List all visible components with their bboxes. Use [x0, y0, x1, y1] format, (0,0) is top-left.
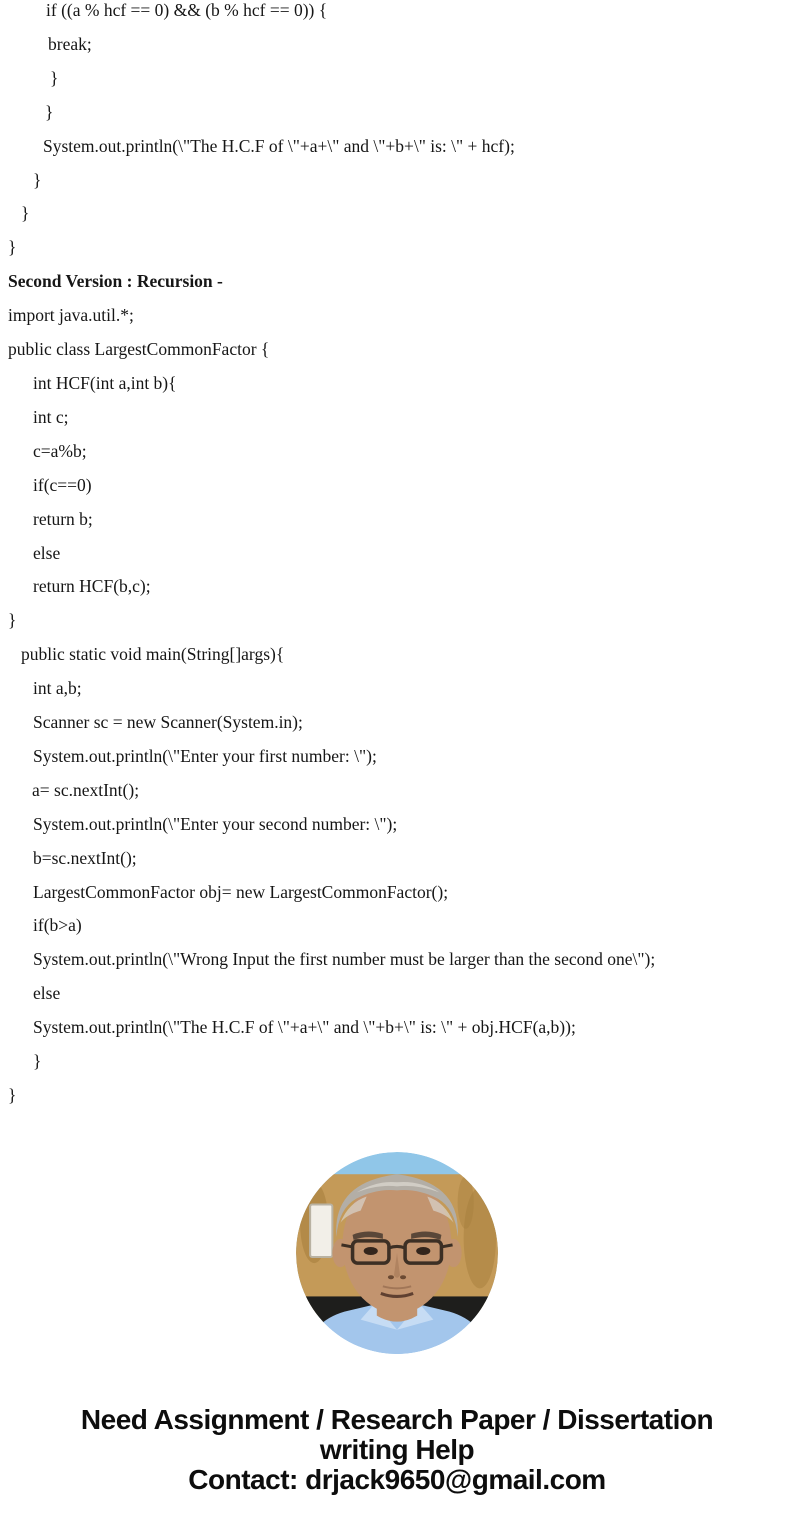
code-line: import java.util.*; [8, 305, 134, 326]
code-line: } [21, 203, 30, 224]
code-line: } [45, 101, 54, 122]
code-line: System.out.println(\"Wrong Input the first number must be larger than the second one\"); [33, 949, 656, 970]
code-line: } [8, 1085, 17, 1105]
section-heading: Second Version : Recursion - [8, 271, 223, 292]
code-line: LargestCommonFactor obj= new LargestCommonFactor(); [33, 881, 449, 902]
code-line: } [33, 169, 42, 190]
avatar-photo-icon [296, 1152, 498, 1354]
code-line: else [33, 983, 61, 1004]
code-line: } [33, 1051, 42, 1072]
code-line: a= sc.nextInt(); [32, 779, 140, 800]
footer-banner [0, 1405, 794, 1495]
code-line: } [8, 610, 17, 631]
code-line: c=a%b; [33, 440, 87, 461]
avatar [296, 1152, 498, 1354]
code-line: } [50, 67, 59, 88]
code-line: int HCF(int a,int b){ [33, 372, 177, 393]
code-line: if(c==0) [33, 474, 92, 495]
code-line: Scanner sc = new Scanner(System.in); [33, 712, 303, 733]
code-line: System.out.println(\"Enter your first number: \"); [33, 745, 377, 766]
code-line: System.out.println(\"The H.C.F of \"+a+\" and \"+b+\" is: \" + hcf); [43, 135, 515, 156]
code-line: break; [48, 33, 92, 54]
code-line: public class LargestCommonFactor { [8, 339, 270, 360]
footer-heading-line1: Need Assignment / Research Paper / Dissertation [80, 1403, 714, 1435]
code-line: System.out.println(\"The H.C.F of \"+a+\" and \"+b+\" is: \" + obj.HCF(a,b)); [33, 1017, 576, 1038]
code-line: return HCF(b,c); [33, 576, 151, 597]
code-line: b=sc.nextInt(); [33, 847, 137, 868]
footer-heading-line2: writing Help [319, 1433, 475, 1465]
code-line: return b; [33, 508, 93, 529]
code-line: public static void main(String[]args){ [21, 644, 285, 665]
code-line: } [8, 237, 17, 258]
code-line: else [33, 542, 61, 563]
code-line: if(b>a) [33, 915, 82, 936]
code-line: int a,b; [33, 678, 82, 699]
code-line: int c; [33, 406, 69, 427]
footer-contact: Contact: drjack9650@gmail.com [188, 1463, 606, 1495]
code-line: System.out.println(\"Enter your second number: \"); [33, 813, 398, 834]
code-line: if ((a % hcf == 0) && (b % hcf == 0)) { [46, 0, 328, 20]
